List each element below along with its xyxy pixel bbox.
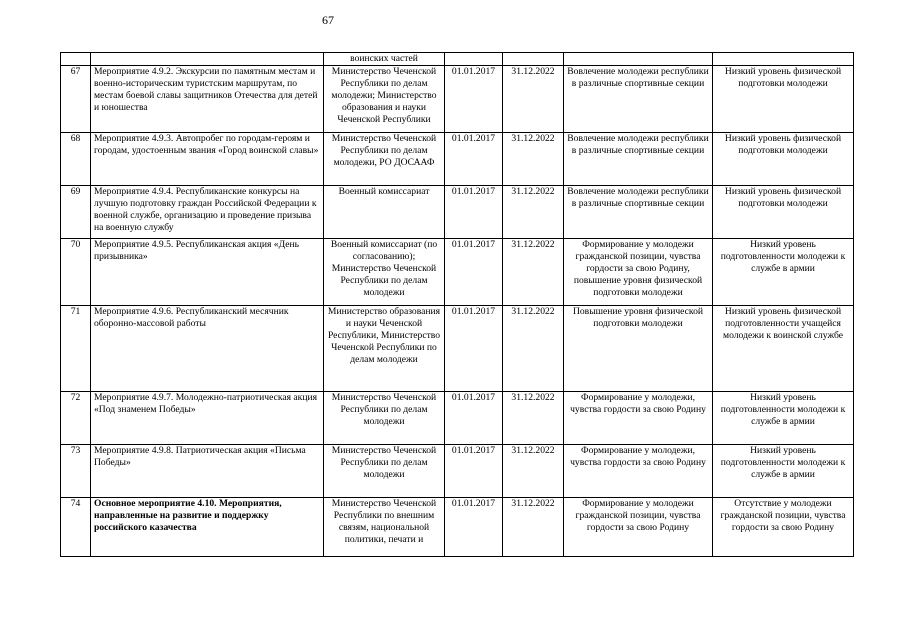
activity-name [91, 53, 324, 66]
start-date: 01.01.2017 [445, 498, 503, 557]
row-number [61, 53, 91, 66]
row-number: 67 [61, 66, 91, 133]
table-row [61, 445, 854, 498]
start-date: 01.01.2017 [445, 186, 503, 239]
executor: воинских частей [324, 53, 445, 66]
start-date: 01.01.2017 [445, 306, 503, 392]
risk-consequence: Низкий уровень подготовленности молодежи к службе в армии [713, 239, 854, 306]
executor: Министерство Чеченской Республики по делам молодежи [324, 392, 445, 445]
risk-consequence: Низкий уровень подготовленности молодежи к службе в армии [713, 392, 854, 445]
activity-name: Мероприятие 4.9.8. Патриотическая акция «Письма Победы» [91, 445, 324, 498]
executor: Министерство Чеченской Республики по делам молодежи, РО ДОСААФ [324, 133, 445, 186]
executor: Военный комиссариат (по согласованию); Министерство Чеченской Республики по делам молодежи [324, 239, 445, 306]
table-row [61, 392, 854, 445]
table-row [61, 186, 854, 239]
activity-name: Основное мероприятие 4.10. Мероприятия, направленные на развитие и поддержку российского казачества [91, 498, 324, 557]
executor: Военный комиссариат [324, 186, 445, 239]
end-date [503, 53, 564, 66]
end-date: 31.12.2022 [503, 66, 564, 133]
expected-result: Формирование у молодежи гражданской позиции, чувства гордости за свою Родину [564, 498, 713, 557]
start-date: 01.01.2017 [445, 392, 503, 445]
end-date: 31.12.2022 [503, 445, 564, 498]
expected-result: Повышение уровня физической подготовки молодежи [564, 306, 713, 392]
expected-result: Вовлечение молодежи республики в различные спортивные секции [564, 133, 713, 186]
table-row [61, 239, 854, 306]
start-date: 01.01.2017 [445, 445, 503, 498]
table-row [61, 66, 854, 133]
row-number: 68 [61, 133, 91, 186]
risk-consequence: Низкий уровень физической подготовки молодежи [713, 133, 854, 186]
start-date: 01.01.2017 [445, 66, 503, 133]
program-activities-table [60, 52, 854, 557]
start-date [445, 53, 503, 66]
table-row [61, 133, 854, 186]
activity-name: Мероприятие 4.9.6. Республиканский месячник оборонно-массовой работы [91, 306, 324, 392]
expected-result: Формирование у молодежи гражданской позиции, чувства гордости за свою Родину, повышение уровня физической подготовки молодежи [564, 239, 713, 306]
risk-consequence: Низкий уровень физической подготовки молодежи [713, 186, 854, 239]
risk-consequence: Низкий уровень физической подготовки молодежи [713, 66, 854, 133]
row-number: 74 [61, 498, 91, 557]
activity-name: Мероприятие 4.9.7. Молодежно-патриотическая акция «Под знаменем Победы» [91, 392, 324, 445]
risk-consequence: Отсутствие у молодежи гражданской позиции, чувства гордости за свою Родину [713, 498, 854, 557]
end-date: 31.12.2022 [503, 392, 564, 445]
end-date: 31.12.2022 [503, 306, 564, 392]
risk-consequence: Низкий уровень подготовленности молодежи к службе в армии [713, 445, 854, 498]
activity-name: Мероприятие 4.9.2. Экскурсии по памятным местам и военно-историческим туристским маршрутам, по местам боевой славы защитников Отечества для детей и юношества [91, 66, 324, 133]
executor: Министерство Чеченской Республики по делам молодежи; Министерство образования и науки Чеченской Республики [324, 66, 445, 133]
expected-result [564, 53, 713, 66]
end-date: 31.12.2022 [503, 186, 564, 239]
expected-result: Вовлечение молодежи республики в различные спортивные секции [564, 66, 713, 133]
table-row [61, 498, 854, 557]
row-number: 70 [61, 239, 91, 306]
expected-result: Вовлечение молодежи республики в различные спортивные секции [564, 186, 713, 239]
risk-consequence [713, 53, 854, 66]
start-date: 01.01.2017 [445, 239, 503, 306]
end-date: 31.12.2022 [503, 239, 564, 306]
activity-name: Мероприятие 4.9.4. Республиканские конкурсы на лучшую подготовку граждан Российской Федерации к военной службе, организацию и проведение призыва на военную службу [91, 186, 324, 239]
table-row [61, 306, 854, 392]
table-row-continuation [61, 53, 854, 66]
start-date: 01.01.2017 [445, 133, 503, 186]
expected-result: Формирование у молодежи, чувства гордости за свою Родину [564, 392, 713, 445]
expected-result: Формирование у молодежи, чувства гордости за свою Родину [564, 445, 713, 498]
executor: Министерство образования и науки Чеченской Республики, Министерство Чеченской Республики по делам молодежи [324, 306, 445, 392]
page-number: 67 [322, 13, 334, 27]
row-number: 69 [61, 186, 91, 239]
end-date: 31.12.2022 [503, 498, 564, 557]
executor: Министерство Чеченской Республики по внешним связям, национальной политики, печати и [324, 498, 445, 557]
row-number: 71 [61, 306, 91, 392]
risk-consequence: Низкий уровень физической подготовленности учащейся молодежи к воинской службе [713, 306, 854, 392]
end-date: 31.12.2022 [503, 133, 564, 186]
row-number: 72 [61, 392, 91, 445]
executor: Министерство Чеченской Республики по делам молодежи [324, 445, 445, 498]
activity-name: Мероприятие 4.9.3. Автопробег по городам-героям и городам, удостоенным звания «Город воинской славы» [91, 133, 324, 186]
activity-name: Мероприятие 4.9.5. Республиканская акция «День призывника» [91, 239, 324, 306]
row-number: 73 [61, 445, 91, 498]
